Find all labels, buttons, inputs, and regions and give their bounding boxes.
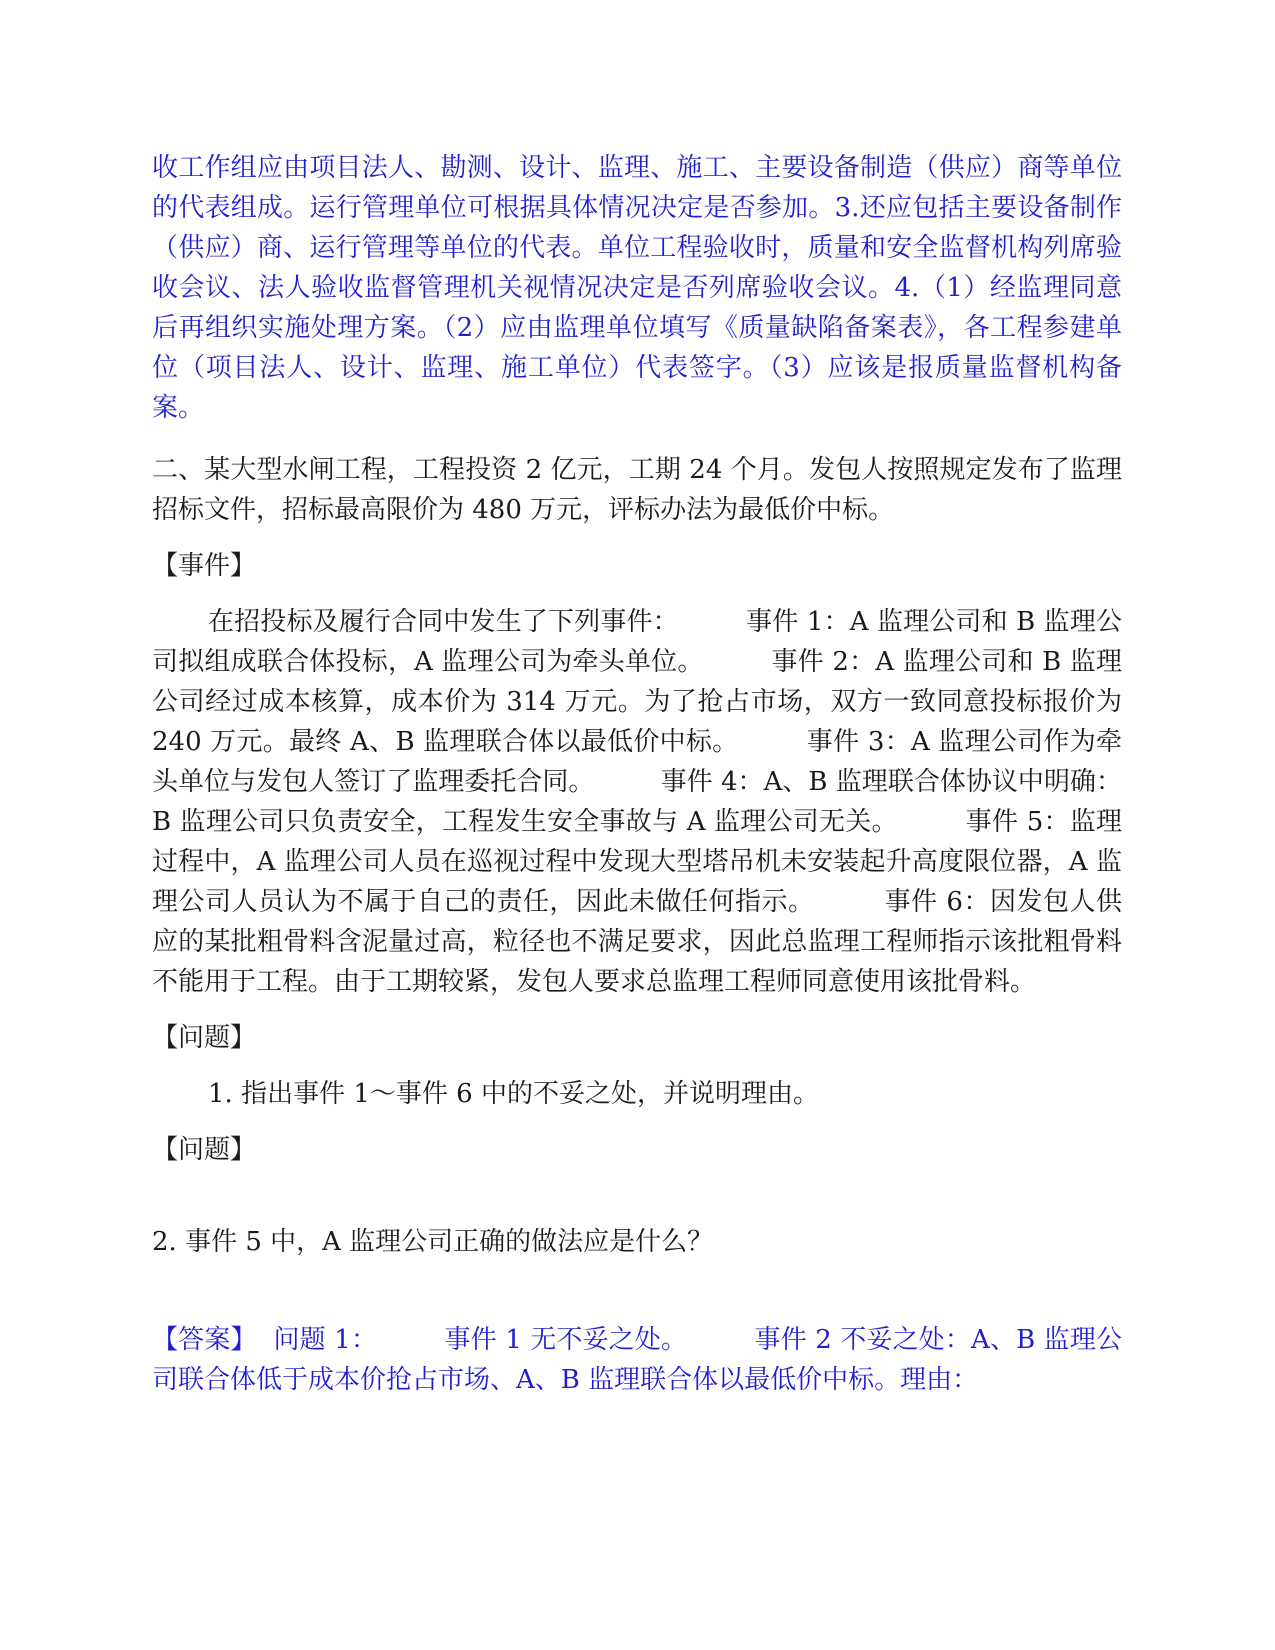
answer-text: 问题 1： 事件 1 无不妥之处。 事件 2 不妥之处：A、B 监理公司联合体低于成本价抢占市场、A、B 监理联合体以最低价中标。理由： (152, 1325, 1122, 1395)
question-heading-1: 【问题】 (152, 1023, 257, 1053)
question-intro: 二、某大型水闸工程，工程投资 2 亿元，工期 24 个月。发包人按照规定发布了监理招标文件，招标最高限价为 480 万元，评标办法为最低价中标。 (152, 455, 1122, 525)
question-heading-2: 【问题】 (152, 1135, 257, 1165)
answer-heading: 【答案】 (152, 1325, 257, 1355)
previous-answer-text: 收工作组应由项目法人、勘测、设计、监理、施工、主要设备制造（供应）商等单位的代表组成。运行管理单位可根据具体情况决定是否参加。3.还应包括主要设备制作（供应）商、运行管理等单位的代表。单位工程验收时，质量和安全监督机构列席验收会议、法人验收监督管理机关视情况决定是否列席验收会议。4.（1）经监理同意后再组织实施处理方案。（2）应由监理单位填写《质量缺陷备案表》，各工程参建单位（项目法人、设计、监理、施工单位）代表签字。（3）应该是报质量监督机构备案。 (152, 153, 1122, 423)
question-1: 1. 指出事件 1～事件 6 中的不妥之处，并说明理由。 (208, 1079, 819, 1109)
events-text: 在招投标及履行合同中发生了下列事件： 事件 1：A 监理公司和 B 监理公司拟组成联合体投标，A 监理公司为牵头单位。 事件 2：A 监理公司和 B 监理公司经过成本核算，成本价为 314 万元。为了抢占市场，双方一致同意投标报价为 240 万元。最终 A、B 监理联合体以最低价中标。 事件 3：A 监理公司作为牵头单位与发包人签订了监理委托合同。 事件 4：A、B 监理联合体协议中明确：B 监理公司只负责安全，工程发生安全事故与 A 监理公司无关。 事件 5：监理过程中，A 监理公司人员在巡视过程中发现大型塔吊机未安装起升高度限位器，A 监理公司人员认为不属于自己的责任，因此未做任何指示。 事件 6：因发包人供应的某批粗骨料含泥量过高，粒径也不满足要求，因此总监理工程师指示该批粗骨料不能用于工程。由于工期较紧，发包人要求总监理工程师同意使用该批骨料。 (152, 607, 1131, 997)
events-heading: 【事件】 (152, 551, 257, 581)
answer-block (152, 1320, 1122, 1400)
question-2: 2. 事件 5 中，A 监理公司正确的做法应是什么？ (152, 1227, 714, 1257)
document-page (152, 148, 1131, 1400)
